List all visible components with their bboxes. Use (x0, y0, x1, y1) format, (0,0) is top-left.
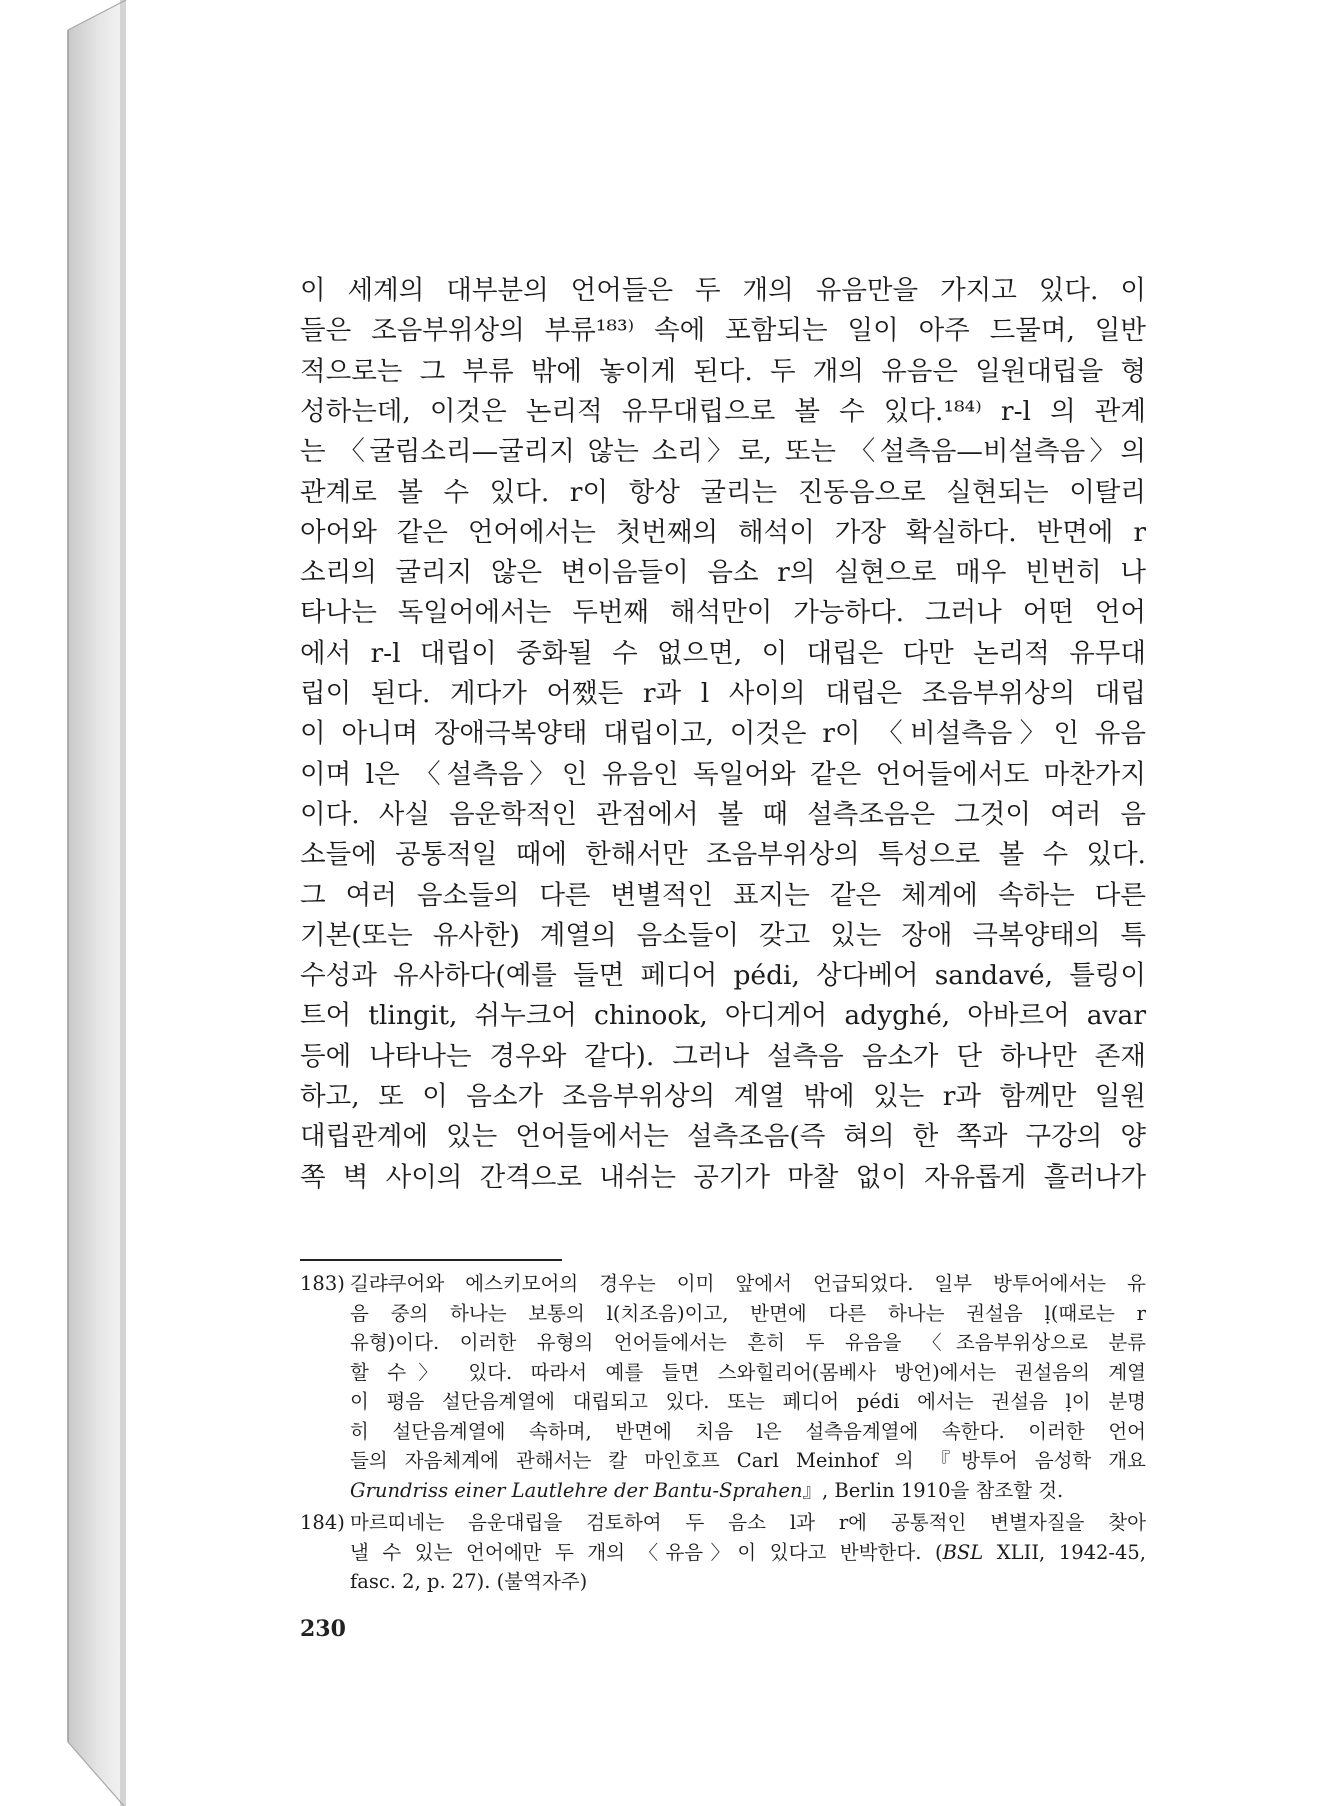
footnote-number: 183) (300, 1272, 345, 1295)
body-line: 하고, 또 이 음소가 조음부위상의 계열 밖에 있는 r과 함께만 일원 (300, 1081, 1146, 1112)
body-line: 적으로는 그 부류 밖에 놓이게 된다. 두 개의 유음은 일원대립을 형 (300, 355, 1146, 387)
footnote-line: 이 평음 설단음계열에 대립되고 있다. 또는 페디어 pédi 에서는 권설음 ḷ이 분명 (350, 1390, 1146, 1413)
body-line: 그 여러 음소들의 다른 변별적인 표지는 같은 체계에 속하는 다른 (300, 879, 1146, 911)
footnote-line: fasc. 2, p. 27). (불역자주) (350, 1570, 588, 1593)
body-line: 는 〈굴림소리—굴리지 않는 소리〉로, 또는 〈설측음—비설측음〉의 (300, 436, 1146, 468)
body-line: 쪽 벽 사이의 간격으로 내쉬는 공기가 마찰 없이 자유롭게 흘러나가 (300, 1161, 1146, 1193)
footnote-line: 음 중의 하나는 보통의 l(치조음)이고, 반면에 다른 하나는 권설음 ḷ(때로는 r (350, 1301, 1146, 1325)
footnote-line: 마르띠네는 음운대립을 검토하여 두 음소 l과 r에 공통적인 변별자질을 찾아 (350, 1511, 1146, 1534)
body-line: 수성과 유사하다(예를 들면 페디어 pédi, 상다베어 sandavé, 틀링이 (300, 960, 1146, 992)
body-line: 등에 나타나는 경우와 같다). 그러나 설측음 음소가 단 하나만 존재 (300, 1040, 1146, 1072)
footnote-line: 할 수〉 있다. 따라서 예를 들면 스와힐리어(몸베사 방언)에서는 권설음의 계열 (350, 1360, 1146, 1384)
footnote-line: 들의 자음체계에 관해서는 칼 마인호프 Carl Meinhof 의 『방투어 음성학 개요 (350, 1449, 1146, 1472)
body-line: 타나는 독일어에서는 두번째 해석만이 가능하다. 그러나 어떤 언어 (300, 597, 1146, 629)
body-line: 에서 r-l 대립이 중화될 수 없으면, 이 대립은 다만 논리적 유무대 (300, 637, 1146, 669)
body-line: 소들에 공통적일 때에 한해서만 조음부위상의 특성으로 볼 수 있다. (300, 839, 1146, 871)
page-number: 230 (300, 1616, 346, 1642)
body-line: 소리의 굴리지 않은 변이음들이 음소 r의 실현으로 매우 빈번히 나 (300, 557, 1146, 589)
body-line: 성하는데, 이것은 논리적 유무대립으로 볼 수 있다.¹⁸⁴⁾ r-l 의 관계 (300, 395, 1146, 427)
footnote-line: 길랴쿠어와 에스키모어의 경우는 이미 앞에서 언급되었다. 일부 방투어에서는 유 (350, 1272, 1146, 1295)
body-line: 이며 l은 〈설측음〉인 유음인 독일어와 같은 언어들에서도 마찬가지 (300, 758, 1146, 790)
body-line: 들은 조음부위상의 부류¹⁸³⁾ 속에 포함되는 일이 아주 드물며, 일반 (300, 315, 1146, 347)
body-line: 기본(또는 유사한) 계열의 음소들이 갖고 있는 장애 극복양태의 특 (300, 919, 1146, 951)
footnote-number: 184) (300, 1511, 345, 1534)
book-page (126, 0, 1325, 1806)
footnote-separator (300, 1259, 562, 1261)
body-line: 립이 된다. 게다가 어쨌든 r과 l 사이의 대립은 조음부위상의 대립 (300, 678, 1146, 709)
footnote-line: Grundriss einer Lautlehre der Bantu-Sprahen』, Berlin 1910을 참조할 것. (350, 1478, 1064, 1502)
footnote-line: 낼 수 있는 언어에만 두 개의 〈유음〉이 있다고 반박한다. (BSL XLII, 1942-45, (350, 1540, 1147, 1564)
body-line: 트어 tlingit, 쉬누크어 chinook, 아디게어 adyghé, 아바르어 avar (300, 1000, 1146, 1032)
body-line: 대립관계에 있는 언어들에서는 설측조음(즉 혀의 한 쪽과 구강의 양 (300, 1121, 1146, 1153)
body-line: 관계로 볼 수 있다. r이 항상 굴리는 진동음으로 실현되는 이탈리 (300, 476, 1146, 508)
body-line: 이 세계의 대부분의 언어들은 두 개의 유음만을 가지고 있다. 이 (300, 275, 1146, 306)
body-line: 이다. 사실 음운학적인 관점에서 볼 때 설측조음은 그것이 여러 음 (300, 798, 1146, 830)
footnote-line: 유형)이다. 이러한 유형의 언어들에서는 흔히 두 유음을 〈조음부위상으로 분류 (350, 1331, 1146, 1354)
body-line: 이 아니며 장애극복양태 대립이고, 이것은 r이 〈비설측음〉인 유음 (300, 718, 1146, 750)
body-line: 아어와 같은 언어에서는 첫번째의 해석이 가장 확실하다. 반면에 r (300, 516, 1146, 548)
footnote-line: 히 설단음계열에 속하며, 반면에 치음 l은 설측음계열에 속한다. 이러한 언어 (350, 1419, 1146, 1443)
